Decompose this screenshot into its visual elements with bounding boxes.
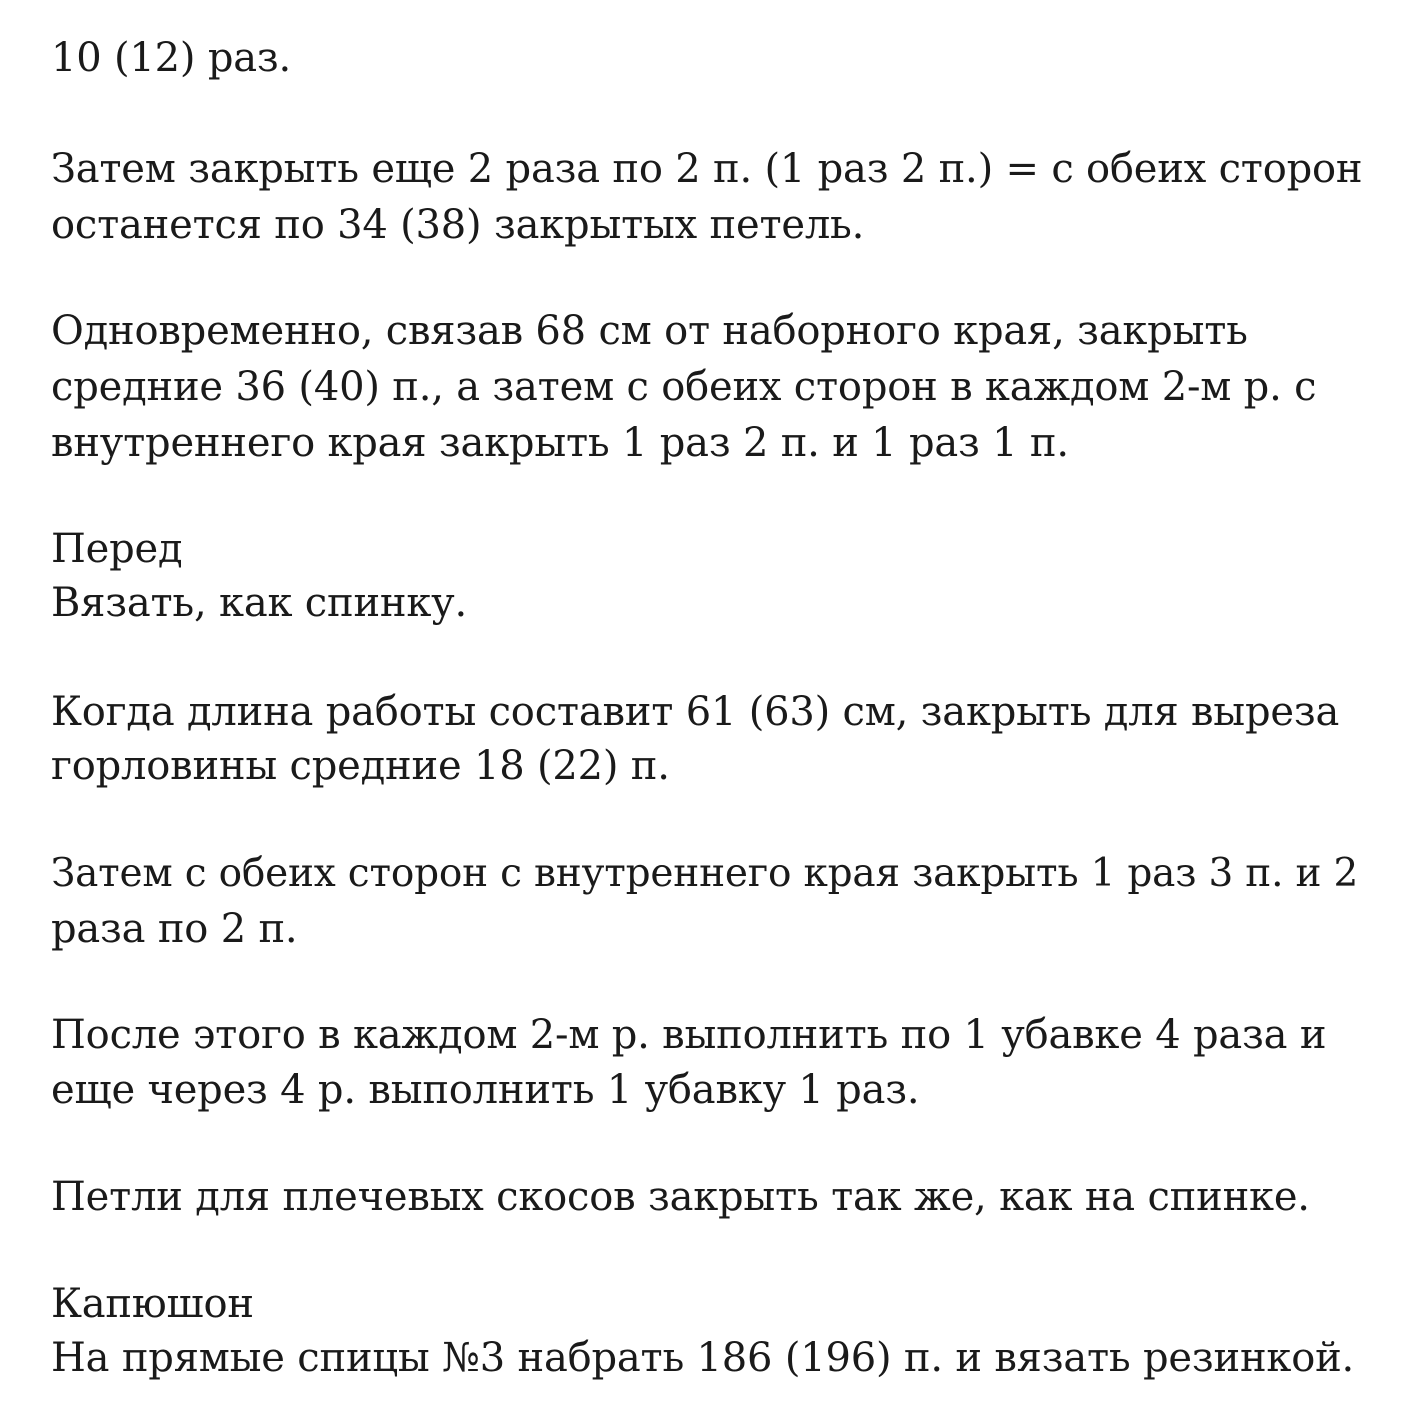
text-line: останется по 34 (38) закрытых петель. bbox=[51, 202, 865, 248]
text-line: Затем закрыть еще 2 раза по 2 п. (1 раз 2 п.) = с обеих сторон bbox=[51, 146, 1363, 192]
section-heading: Перед bbox=[51, 526, 183, 572]
section-heading: Капюшон bbox=[51, 1281, 254, 1327]
text-line: На прямые спицы №3 набрать 186 (196) п. и вязать резинкой. bbox=[51, 1335, 1355, 1381]
text-line: внутреннего края закрыть 1 раз 2 п. и 1 раз 1 п. bbox=[51, 420, 1069, 466]
text-line: Одновременно, связав 68 см от наборного края, закрыть bbox=[51, 308, 1248, 354]
text-line: горловины средние 18 (22) п. bbox=[51, 743, 670, 789]
text-line: Когда длина работы составит 61 (63) см, закрыть для выреза bbox=[51, 689, 1340, 735]
text-line: Затем с обеих сторон с внутреннего края закрыть 1 раз 3 п. и 2 bbox=[51, 851, 1359, 896]
text-line: Петли для плечевых скосов закрыть так же, как на спинке. bbox=[51, 1174, 1310, 1220]
text-line: 10 (12) раз. bbox=[51, 35, 292, 81]
text-line: раза по 2 п. bbox=[51, 906, 298, 952]
text-line: еще через 4 р. выполнить 1 убавку 1 раз. bbox=[51, 1067, 920, 1113]
text-line: средние 36 (40) п., а затем с обеих сторон в каждом 2-м р. с bbox=[51, 364, 1317, 410]
text-line: После этого в каждом 2-м р. выполнить по 1 убавке 4 раза и bbox=[51, 1012, 1327, 1058]
text-line: Вязать, как спинку. bbox=[51, 580, 468, 626]
